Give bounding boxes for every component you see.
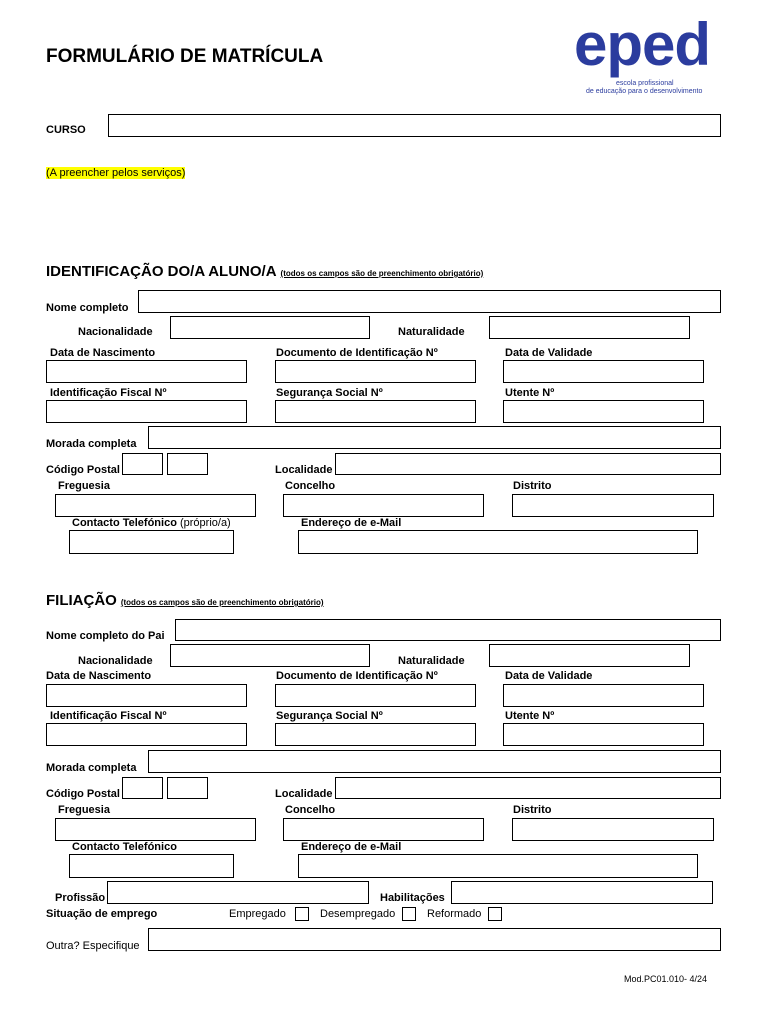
aluno-utente-field[interactable] — [503, 400, 704, 423]
pai-concelho-label: Concelho — [285, 804, 336, 816]
aluno-data-nascimento-label: Data de Nascimento — [50, 347, 156, 359]
aluno-codigo-postal-part1-field[interactable] — [122, 453, 163, 475]
aluno-naturalidade-field[interactable] — [489, 316, 690, 339]
pai-documento-label: Documento de Identificação Nº — [276, 670, 438, 682]
reformado-checkbox[interactable] — [488, 907, 502, 921]
empregado-label: Empregado — [229, 908, 286, 920]
pai-nacionalidade-label: Nacionalidade — [78, 655, 153, 667]
desempregado-label: Desempregado — [320, 908, 396, 920]
pai-habilitacoes-label: Habilitações — [380, 892, 445, 904]
pai-naturalidade-label: Naturalidade — [398, 655, 465, 667]
pai-nif-field[interactable] — [46, 723, 247, 746]
curso-field[interactable] — [108, 114, 721, 137]
pai-codigo-postal-part2-field[interactable] — [167, 777, 208, 799]
pai-utente-field[interactable] — [503, 723, 704, 746]
aluno-codigo-postal-label: Código Postal — [46, 464, 120, 476]
aluno-nacionalidade-label: Nacionalidade — [78, 326, 153, 338]
form-title: FORMULÁRIO DE MATRÍCULA — [46, 46, 324, 67]
aluno-freguesia-label: Freguesia — [58, 480, 110, 492]
pai-naturalidade-field[interactable] — [489, 644, 690, 667]
aluno-distrito-label: Distrito — [513, 480, 552, 492]
pai-profissao-field[interactable] — [107, 881, 369, 904]
aluno-nome-field[interactable] — [138, 290, 721, 313]
pai-codigo-postal-label: Código Postal — [46, 788, 120, 800]
outra-label: Outra? Especifique — [46, 940, 140, 952]
pai-documento-field[interactable] — [275, 684, 476, 707]
curso-note: (A preencher pelos serviços) — [46, 167, 186, 179]
aluno-documento-field[interactable] — [275, 360, 476, 383]
pai-email-label: Endereço de e-Mail — [301, 841, 402, 853]
pai-data-validade-label: Data de Validade — [505, 670, 593, 682]
pai-codigo-postal-part1-field[interactable] — [122, 777, 163, 799]
pai-data-validade-field[interactable] — [503, 684, 704, 707]
filiacao-section-heading: FILIAÇÃO (todos os campos são de preenchimento obrigatório) — [46, 592, 324, 609]
pai-data-nascimento-field[interactable] — [46, 684, 247, 707]
pai-freguesia-label: Freguesia — [58, 804, 110, 816]
aluno-data-validade-label: Data de Validade — [505, 347, 593, 359]
pai-distrito-field[interactable] — [512, 818, 714, 841]
desempregado-checkbox[interactable] — [402, 907, 416, 921]
pai-morada-label: Morada completa — [46, 762, 137, 774]
pai-nacionalidade-field[interactable] — [170, 644, 370, 667]
aluno-utente-label: Utente Nº — [505, 387, 555, 399]
reformado-label: Reformado — [427, 908, 482, 920]
aluno-data-nascimento-field[interactable] — [46, 360, 247, 383]
logo-subtitle-line1: escola profissional — [616, 80, 674, 87]
pai-concelho-field[interactable] — [283, 818, 484, 841]
pai-nome-field[interactable] — [175, 619, 721, 641]
aluno-distrito-field[interactable] — [512, 494, 714, 517]
logo-wordmark: eped — [574, 11, 711, 78]
pai-localidade-label: Localidade — [275, 788, 333, 800]
pai-email-field[interactable] — [298, 854, 698, 878]
outra-field[interactable] — [148, 928, 721, 951]
aluno-naturalidade-label: Naturalidade — [398, 326, 465, 338]
aluno-freguesia-field[interactable] — [55, 494, 256, 517]
aluno-nome-label: Nome completo — [46, 302, 129, 314]
pai-habilitacoes-field[interactable] — [451, 881, 713, 904]
aluno-concelho-field[interactable] — [283, 494, 484, 517]
pai-nif-label: Identificação Fiscal Nº — [50, 710, 167, 722]
aluno-localidade-field[interactable] — [335, 453, 721, 475]
aluno-localidade-label: Localidade — [275, 464, 333, 476]
aluno-contacto-field[interactable] — [69, 530, 234, 554]
pai-profissao-label: Profissão — [55, 892, 106, 904]
curso-label: CURSO — [46, 124, 86, 136]
aluno-morada-field[interactable] — [148, 426, 721, 449]
pai-nome-label: Nome completo do Pai — [46, 630, 165, 642]
aluno-data-validade-field[interactable] — [503, 360, 704, 383]
pai-seguranca-social-label: Segurança Social Nº — [276, 710, 383, 722]
pai-distrito-label: Distrito — [513, 804, 552, 816]
aluno-codigo-postal-part2-field[interactable] — [167, 453, 208, 475]
pai-situacao-label: Situação de emprego — [46, 908, 158, 920]
aluno-nif-label: Identificação Fiscal Nº — [50, 387, 167, 399]
aluno-documento-label: Documento de Identificação Nº — [276, 347, 438, 359]
pai-freguesia-field[interactable] — [55, 818, 256, 841]
form-code: Mod.PC01.010- 4/24 — [624, 974, 708, 984]
pai-utente-label: Utente Nº — [505, 710, 555, 722]
aluno-contacto-label: Contacto Telefónico (próprio/a) — [72, 517, 231, 529]
pai-data-nascimento-label: Data de Nascimento — [46, 670, 152, 682]
aluno-email-label: Endereço de e-Mail — [301, 517, 402, 529]
pai-contacto-label: Contacto Telefónico — [72, 841, 177, 853]
aluno-email-field[interactable] — [298, 530, 698, 554]
empregado-checkbox[interactable] — [295, 907, 309, 921]
aluno-section-heading: IDENTIFICAÇÃO DO/A ALUNO/A (todos os campos são de preenchimento obrigatório) — [46, 263, 484, 280]
pai-contacto-field[interactable] — [69, 854, 234, 878]
aluno-seguranca-social-label: Segurança Social Nº — [276, 387, 383, 399]
aluno-seguranca-social-field[interactable] — [275, 400, 476, 423]
aluno-nacionalidade-field[interactable] — [170, 316, 370, 339]
logo-subtitle-line2: de educação para o desenvolvimento — [586, 88, 703, 95]
pai-seguranca-social-field[interactable] — [275, 723, 476, 746]
pai-localidade-field[interactable] — [335, 777, 721, 799]
aluno-nif-field[interactable] — [46, 400, 247, 423]
aluno-concelho-label: Concelho — [285, 480, 336, 492]
aluno-morada-label: Morada completa — [46, 438, 137, 450]
pai-morada-field[interactable] — [148, 750, 721, 773]
